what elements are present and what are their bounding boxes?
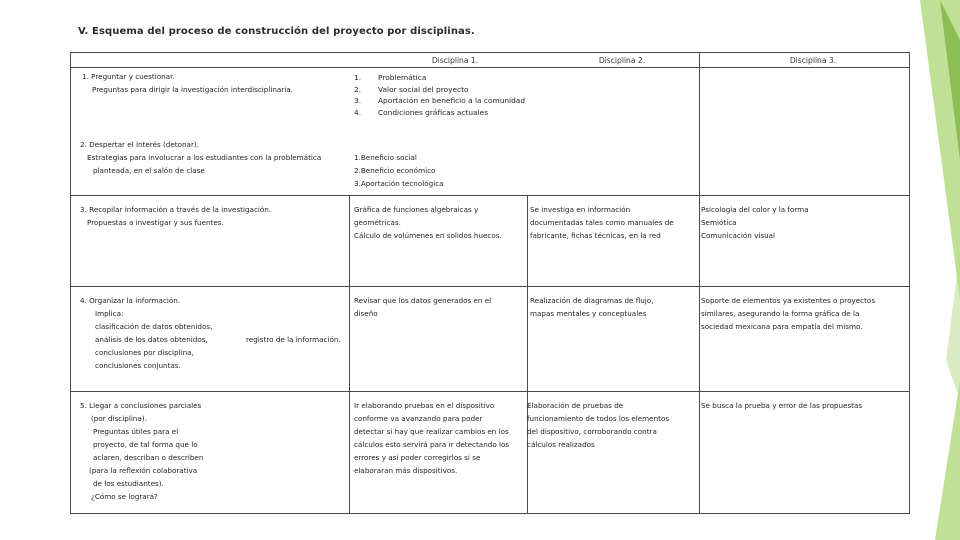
process-table xyxy=(70,52,910,514)
row-divider xyxy=(71,195,909,196)
list-item: 1.Beneficio social xyxy=(354,153,417,162)
row-3-disciplina-3-cell xyxy=(701,203,809,242)
cell-line: (por disciplina). xyxy=(91,414,147,423)
list-item: 1. Problemática xyxy=(354,73,427,82)
cell-line: Psicología del color y la forma xyxy=(701,205,809,214)
cell-line: de los estudiantes). xyxy=(93,479,164,488)
cell-line: Comunicación visual xyxy=(701,231,776,240)
cell-line: documentadas tales como manuales de xyxy=(530,218,674,227)
cell-line: del dispositivo, corroborando contra xyxy=(527,427,657,436)
cell-line: Realización de diagramas de flujo, xyxy=(530,296,654,305)
cell-line: elaboraran más dispositivos. xyxy=(354,466,458,475)
step-2-text: Estrategias para involucrar a los estudiantes con la problemática xyxy=(87,153,322,162)
list-item: 4. Condiciones gráficas actuales xyxy=(354,107,489,117)
row-3-disciplina-2-cell xyxy=(530,203,674,242)
step-5-cell xyxy=(80,399,203,503)
header-disciplina-2: Disciplina 2. xyxy=(598,56,646,65)
step-1-title: 1. Preguntar y cuestionar. xyxy=(82,72,175,81)
list-item: 2. Valor social del proyecto xyxy=(354,84,469,94)
cell-line: errores y así poder corregirlos si se xyxy=(354,453,481,462)
row-1-disciplina-1-list xyxy=(354,72,525,118)
cell-line: conforme va avanzando para poder xyxy=(354,414,483,423)
page-title: V. Esquema del proceso de construcción del proyecto por disciplinas. xyxy=(78,26,475,37)
header-disciplina-3: Disciplina 3. xyxy=(789,56,837,65)
header-disciplina-1: Disciplina 1. xyxy=(431,56,479,65)
row-5-disciplina-3-cell xyxy=(701,399,862,412)
list-item: 3.Aportación tecnológica xyxy=(354,179,444,188)
column-divider xyxy=(527,195,528,513)
row-5-disciplina-1-cell xyxy=(354,399,509,477)
step-3-text: Propuestas a investigar y sus fuentes. xyxy=(87,218,224,227)
row-4-disciplina-3-cell xyxy=(701,294,875,333)
column-divider xyxy=(349,195,350,513)
step-3-title: 3. Recopilar información a través de la investigación. xyxy=(80,205,272,214)
row-divider xyxy=(71,67,909,68)
cell-line: Ir elaborando pruebas en el dispositivo xyxy=(354,401,495,410)
cell-line: Preguntas útiles para el xyxy=(93,427,179,436)
cell-line: Implica: xyxy=(95,309,124,318)
row-4-disciplina-2-cell xyxy=(530,294,653,320)
list-item: 3. Aportación en beneficio a la comunidad xyxy=(354,96,526,105)
cell-line: Revisar que los datos generados en el xyxy=(354,296,492,305)
step-4-title: 4. Organizar la información. xyxy=(80,296,181,305)
cell-line: Elaboración de pruebas de xyxy=(527,401,624,410)
row-4-disciplina-1-cell xyxy=(354,294,491,320)
cell-line: aclaren, describan o describen xyxy=(93,453,204,462)
cell-line: funcionamiento de todos los elementos xyxy=(527,414,670,423)
step-1-cell xyxy=(82,70,293,96)
row-divider xyxy=(71,286,909,287)
row-2-disciplina-1-cell xyxy=(354,151,444,190)
cell-line: similares, asegurando la forma gráfica de la xyxy=(701,309,860,318)
column-divider xyxy=(699,53,700,513)
step-4-extra: registro de la información. xyxy=(246,335,341,344)
cell-line: análisis de los datos obtenidos, xyxy=(95,335,208,344)
cell-line: proyecto, de tal forma que lo xyxy=(93,440,198,449)
row-divider xyxy=(71,391,909,392)
row-5-disciplina-2-cell xyxy=(527,399,669,451)
cell-line: ¿Cómo se logrará? xyxy=(91,492,158,501)
cell-line: conclusiones por disciplina, xyxy=(95,348,194,357)
triangle-shape xyxy=(935,380,960,540)
triangle-shape xyxy=(946,250,960,400)
cell-line: Soporte de elementos ya existentes o proyectos xyxy=(701,296,876,305)
step-2-cell xyxy=(80,138,321,177)
triangle-shape xyxy=(940,0,960,160)
cell-line: Gráfica de funciones algebraicas y xyxy=(354,205,479,214)
list-item: 2.Beneficio económico xyxy=(354,166,436,175)
cell-line: clasificación de datos obtenidos, xyxy=(95,322,213,331)
cell-line: geométricas. xyxy=(354,218,401,227)
cell-line: Semiótica xyxy=(701,218,737,227)
row-3-disciplina-1-cell xyxy=(354,203,502,242)
cell-line: sociedad mexicana para empatía del mismo. xyxy=(701,322,863,331)
triangle-shape xyxy=(920,0,960,300)
step-2-text: planteada, en el salón de clase xyxy=(93,166,205,175)
step-2-title: 2. Despertar el interés (detonar). xyxy=(80,140,199,149)
step-5-title: 5. Llegar a conclusiones parciales xyxy=(80,401,202,410)
cell-line: mapas mentales y conceptuales xyxy=(530,309,647,318)
cell-line: conclusiones conjuntas. xyxy=(95,361,181,370)
cell-line: diseño xyxy=(354,309,378,318)
cell-line: (para la reflexión colaborativa xyxy=(89,466,198,475)
step-1-text: Preguntas para dirigir la investigación interdisciplinaria. xyxy=(92,85,293,94)
cell-line: cálculos esto servirá para ir detectando los xyxy=(354,440,510,449)
cell-line: Cálculo de volúmenes en solidos huecos. xyxy=(354,231,502,240)
step-3-cell xyxy=(80,203,271,229)
cell-line: cálculos realizados xyxy=(527,440,595,449)
step-4-cell xyxy=(80,294,212,372)
cell-line: detectar si hay que realizar cambios en los xyxy=(354,427,509,436)
cell-line: Se investiga en información xyxy=(530,205,631,214)
cell-line: fabricante, fichas técnicas, en la red xyxy=(530,231,661,240)
cell-line: Se busca la prueba y error de las propuestas xyxy=(701,401,863,410)
